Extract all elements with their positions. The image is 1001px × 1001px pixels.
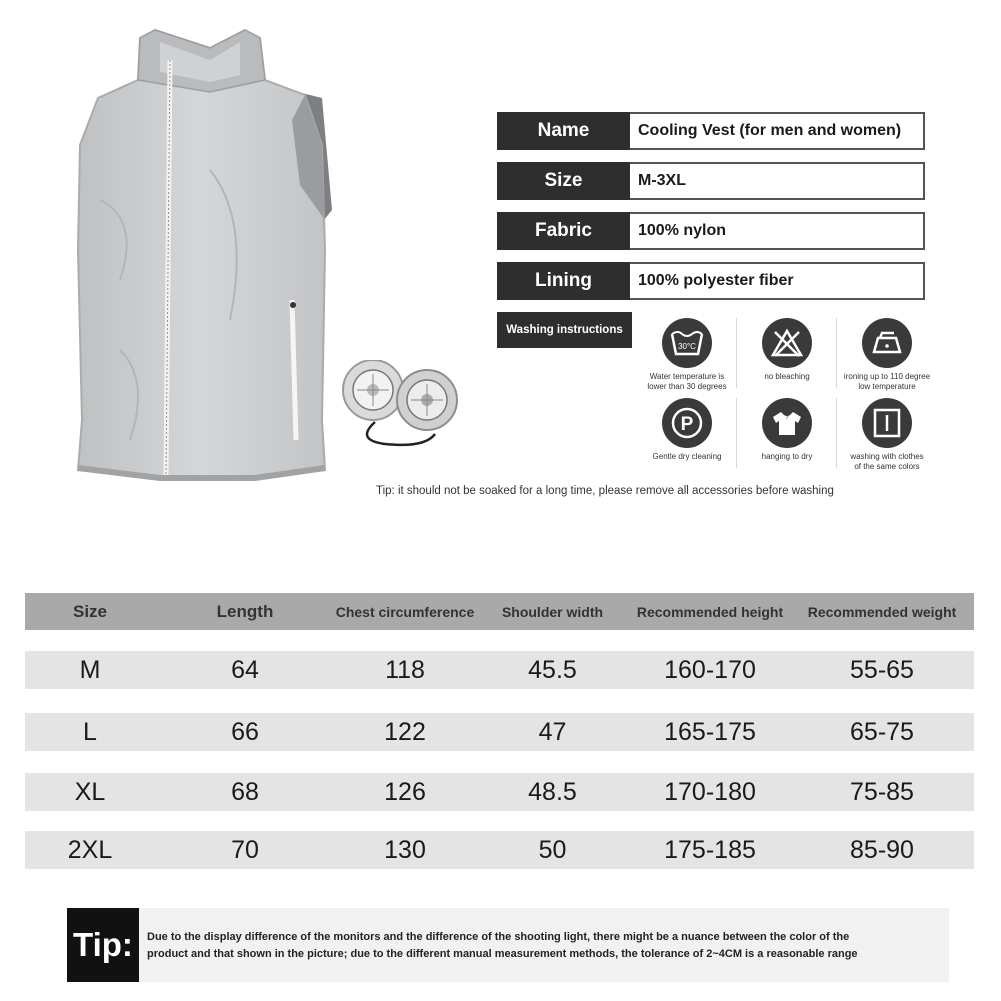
disclaimer-text <box>147 929 947 963</box>
cooling-fans-image <box>335 360 470 450</box>
size-cell: XL <box>74 777 106 806</box>
care-text <box>832 452 942 472</box>
size-cell: L <box>83 717 97 746</box>
shoulder-cell: 48.5 <box>528 777 577 806</box>
column-header: Size <box>72 601 108 621</box>
spec-row-size <box>497 162 925 200</box>
length-cell: 66 <box>231 717 259 746</box>
height-cell: 160-170 <box>664 655 756 684</box>
column-header: Shoulder width <box>501 603 604 620</box>
care-text-line: lower than 30 degrees <box>647 382 727 391</box>
chest-cell: 118 <box>385 655 425 684</box>
chest-cell: 126 <box>384 777 426 806</box>
care-text-line: no bleaching <box>764 372 810 381</box>
column-header: Recommended weight <box>807 603 957 620</box>
size-cell: M <box>79 655 101 684</box>
care-text-line: Gentle dry cleaning <box>652 452 722 461</box>
disclaimer-line: Due to the display difference of the monitors and the difference of the shooting light, there might be a nuance between the color of the <box>147 931 850 943</box>
care-item <box>732 318 842 382</box>
care-item <box>732 398 842 462</box>
table-row <box>25 713 974 751</box>
spec-value: Cooling Vest (for men and women) <box>630 112 925 150</box>
size-cell: 2XL <box>67 835 113 864</box>
wash-temp-symbol: 30°C <box>678 342 696 351</box>
wash-30-icon <box>662 318 712 368</box>
height-cell: 170-180 <box>664 777 756 806</box>
length-cell: 64 <box>231 655 259 684</box>
spec-value: 100% polyester fiber <box>630 262 925 300</box>
care-text-line: ironing up to 110 degree <box>843 372 931 381</box>
height-cell: 175-185 <box>664 835 756 864</box>
care-symbols-grid <box>632 318 942 478</box>
vest-image <box>60 20 350 490</box>
care-text <box>632 452 742 462</box>
chest-cell: 122 <box>384 717 426 746</box>
care-text-line: hanging to dry <box>761 452 813 461</box>
care-item <box>832 398 942 472</box>
care-text <box>832 372 942 392</box>
weight-cell: 55-65 <box>850 655 914 684</box>
spec-row-fabric <box>497 212 925 250</box>
no-bleach-icon <box>762 318 812 368</box>
chest-cell: 130 <box>384 835 426 864</box>
care-item <box>632 318 742 392</box>
spec-value: 100% nylon <box>630 212 925 250</box>
spec-label: Lining <box>497 262 630 300</box>
length-cell: 70 <box>231 835 259 864</box>
iron-icon <box>862 318 912 368</box>
tip-badge: Tip: <box>67 908 139 982</box>
hang-dry-icon <box>762 398 812 448</box>
spec-value: M-3XL <box>630 162 925 200</box>
shoulder-cell: 50 <box>538 835 567 864</box>
table-row <box>25 773 974 811</box>
size-table-header <box>25 593 974 630</box>
care-text-line: of the same colors <box>854 462 920 471</box>
wash-with-similar-icon <box>862 398 912 448</box>
spec-row-lining <box>497 262 925 300</box>
care-text-line: low temperature <box>858 382 916 391</box>
shoulder-cell: 47 <box>538 717 567 746</box>
care-item <box>632 398 742 462</box>
care-text <box>632 372 742 392</box>
spec-row-name <box>497 112 925 150</box>
table-row <box>25 831 974 869</box>
length-cell: 68 <box>231 777 259 806</box>
svg-text:?: ? <box>785 414 789 421</box>
spec-label: Fabric <box>497 212 630 250</box>
care-text <box>732 452 842 462</box>
weight-cell: 85-90 <box>850 835 914 864</box>
spec-label: Name <box>497 112 630 150</box>
care-text <box>732 372 842 382</box>
fan-illustration <box>335 360 470 450</box>
spec-label: Size <box>497 162 630 200</box>
vest-illustration <box>60 20 350 490</box>
dry-clean-symbol: P <box>680 414 694 435</box>
dry-clean-p-icon <box>662 398 712 448</box>
disclaimer-line: product and that shown in the picture; due to the different manual measurement methods, the tolerance of 2~4CM is a reasonable range <box>147 948 858 960</box>
table-row <box>25 651 974 689</box>
weight-cell: 75-85 <box>850 777 914 806</box>
column-header: Recommended height <box>636 603 784 620</box>
shoulder-cell: 45.5 <box>528 655 577 684</box>
weight-cell: 65-75 <box>850 717 914 746</box>
washing-instructions-label: Washing instructions <box>497 312 632 348</box>
column-header: Chest circumference <box>335 603 475 620</box>
washing-tip: Tip: it should not be soaked for a long time, please remove all accessories before washing <box>376 485 834 497</box>
column-header: Length <box>216 601 274 621</box>
height-cell: 165-175 <box>664 717 756 746</box>
care-item <box>832 318 942 392</box>
care-text-line: Water temperature is <box>649 372 725 381</box>
care-text-line: washing with clothes <box>850 452 924 461</box>
